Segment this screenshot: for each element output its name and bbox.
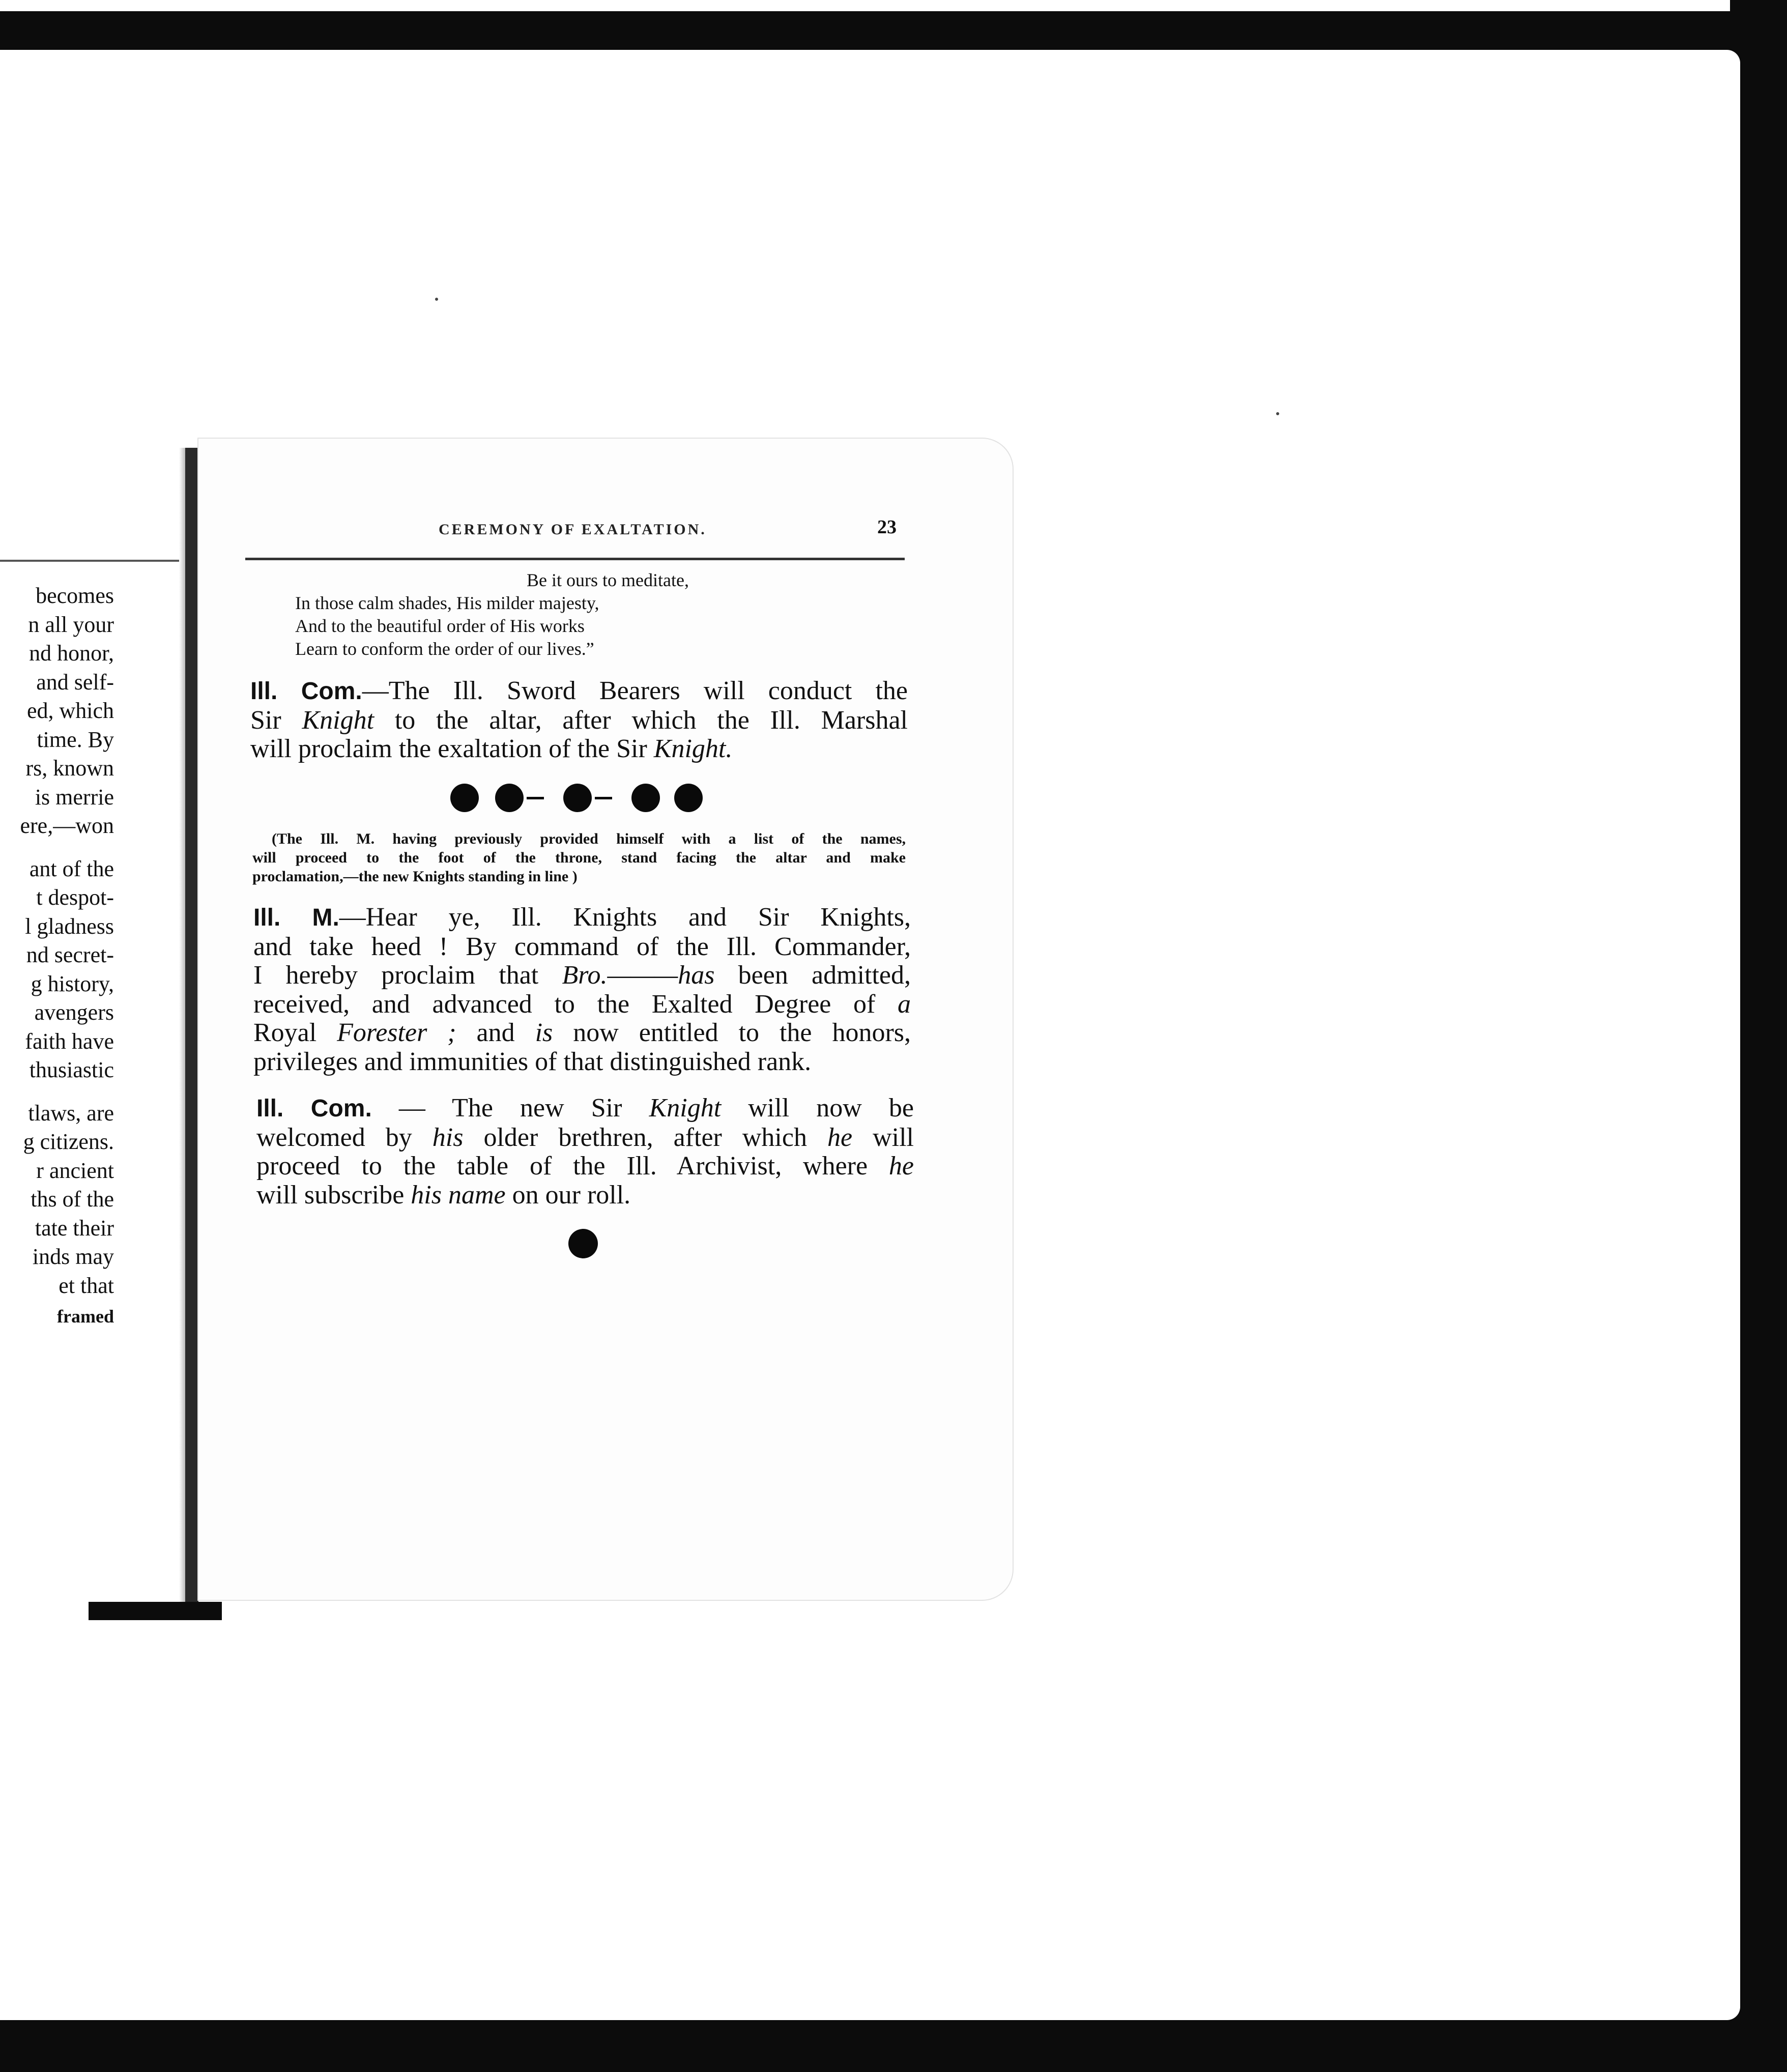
previous-page-line: ths of the: [31, 1187, 114, 1212]
stage-line: (The Ill. M. having previously provided himself with a list of the names,: [272, 830, 906, 847]
para-text: on our roll.: [505, 1180, 631, 1210]
para-text: been admitted,: [714, 961, 911, 990]
ornament-dot: [450, 784, 479, 812]
para-text: now entitled to the honors,: [553, 1018, 911, 1047]
previous-page-line: nd honor,: [29, 641, 114, 666]
poem-line: In those calm shades, His milder majesty,: [295, 593, 599, 613]
para-italic: Knight.: [653, 734, 733, 763]
previous-page-text: [0, 582, 114, 1331]
para-italic: Forester ;: [337, 1018, 456, 1047]
page-number: 23: [877, 516, 897, 538]
ornament-dot: [631, 784, 660, 812]
paragraph-ill-com-2: [256, 1094, 914, 1210]
previous-page-line: is merrie: [35, 784, 114, 810]
para-line: [256, 1152, 914, 1181]
ornament-dot: [563, 784, 592, 812]
para-line: [250, 706, 908, 735]
para-text: will subscribe: [256, 1180, 411, 1210]
binding-shadow: [179, 448, 185, 1613]
end-ornament-dot: [568, 1229, 598, 1258]
book-spine: [185, 448, 198, 1613]
ornament-dot: [674, 784, 703, 812]
para-text: received, and advanced to the Exalted Degree of: [253, 989, 898, 1019]
para-text: welcomed by: [256, 1123, 433, 1152]
para-text: proceed to the table of the Ill. Archivist, where: [256, 1152, 889, 1181]
previous-page-line: framed: [57, 1306, 114, 1327]
para-italic: Bro.———has: [562, 961, 715, 990]
para-italic: Knight: [649, 1093, 722, 1123]
para-text: will proclaim the exaltation of the Sir: [250, 734, 654, 763]
para-line: [256, 1181, 914, 1210]
running-head-title: CEREMONY OF EXALTATION.: [439, 521, 707, 538]
para-text: to the altar, after which the Ill. Marshal: [374, 705, 908, 735]
scan-top-edge: [0, 0, 1730, 11]
previous-page-line: n all your: [28, 612, 114, 637]
paragraph-ill-m: [253, 903, 911, 1076]
para-line: [256, 1094, 914, 1124]
previous-page-line: ant of the: [29, 856, 114, 881]
previous-page-line: g citizens.: [23, 1129, 114, 1154]
para-text: —Hear ye, Ill. Knights and Sir Knights,: [339, 903, 911, 932]
previous-page-line: thusiastic: [29, 1057, 114, 1082]
para-text: I hereby proclaim that: [253, 961, 562, 990]
previous-page-line: r ancient: [36, 1158, 114, 1183]
head-rule: [245, 558, 905, 560]
para-italic: a: [898, 989, 911, 1019]
poem-quote: [295, 569, 855, 660]
previous-page-line: tate their: [35, 1215, 114, 1241]
spine-foot: [89, 1602, 222, 1620]
previous-page-line: ere,—won: [20, 813, 114, 838]
dust-speck: [1276, 412, 1279, 415]
previous-page: [0, 448, 183, 1605]
previous-page-line: and self-: [36, 669, 114, 695]
stage-direction: [252, 829, 906, 886]
stage-line: proclamation,—the new Knights standing in line ): [252, 868, 578, 885]
previous-page-line: t despot-: [36, 885, 114, 910]
previous-page-line: tlaws, are: [28, 1100, 114, 1126]
dot-ornament: [450, 784, 705, 814]
para-line: [253, 990, 911, 1019]
para-line: [256, 1124, 914, 1153]
previous-page-line: ed, which: [26, 698, 114, 723]
para-line: [253, 961, 911, 990]
para-line: [250, 677, 908, 706]
para-italic: he: [888, 1152, 914, 1181]
para-italic: he: [827, 1123, 853, 1152]
para-line: [250, 735, 908, 764]
para-text: and: [456, 1018, 535, 1047]
para-italic: is: [535, 1018, 553, 1047]
para-line: [253, 1019, 911, 1048]
para-text: will: [852, 1123, 914, 1152]
para-italic: his name: [411, 1180, 506, 1210]
previous-page-line: faith have: [25, 1028, 114, 1054]
para-line: and take heed ! By command of the Ill. Commander,: [253, 932, 911, 961]
previous-page-line: rs, known: [25, 756, 114, 781]
previous-page-line: inds may: [32, 1244, 114, 1269]
previous-page-line: g history,: [31, 971, 114, 996]
para-text: Sir: [250, 705, 302, 735]
speaker-label: Ill. Com.: [256, 1095, 372, 1122]
ornament-dash: [595, 797, 612, 799]
previous-page-rule: [0, 560, 183, 562]
para-text: —The Ill. Sword Bearers will conduct the: [362, 676, 908, 705]
speaker-label: Ill. M.: [253, 904, 339, 931]
para-text: older brethren, after which: [463, 1123, 827, 1152]
previous-page-line: becomes: [36, 583, 114, 608]
paragraph-gap: [0, 841, 114, 855]
para-text: will now be: [721, 1093, 914, 1123]
para-italic: Knight: [302, 705, 374, 735]
speaker-label: Ill. Com.: [250, 678, 362, 705]
poem-line: Be it ours to meditate,: [527, 570, 689, 590]
previous-page-line: avengers: [34, 1000, 114, 1025]
ornament-dot: [495, 784, 524, 812]
previous-page-line: l gladness: [25, 913, 114, 939]
para-text: Royal: [253, 1018, 337, 1047]
dust-speck: [435, 298, 438, 301]
paragraph-gap: [0, 1085, 114, 1099]
poem-line: And to the beautiful order of His works: [295, 616, 585, 636]
para-line: [253, 903, 911, 933]
ornament-dash: [527, 797, 544, 799]
previous-page-line: nd secret-: [26, 942, 114, 967]
stage-line: will proceed to the foot of the throne, stand facing the altar and make: [252, 849, 906, 866]
para-text: — The new Sir: [371, 1093, 649, 1123]
running-head: [239, 514, 921, 544]
previous-page-line: time. By: [37, 727, 114, 752]
para-italic: his: [432, 1123, 464, 1152]
paragraph-ill-com-1: [250, 677, 908, 764]
poem-line: Learn to conform the order of our lives.”: [295, 639, 594, 659]
previous-page-line: et that: [59, 1273, 114, 1298]
para-line: privileges and immunities of that distinguished rank.: [253, 1047, 812, 1076]
